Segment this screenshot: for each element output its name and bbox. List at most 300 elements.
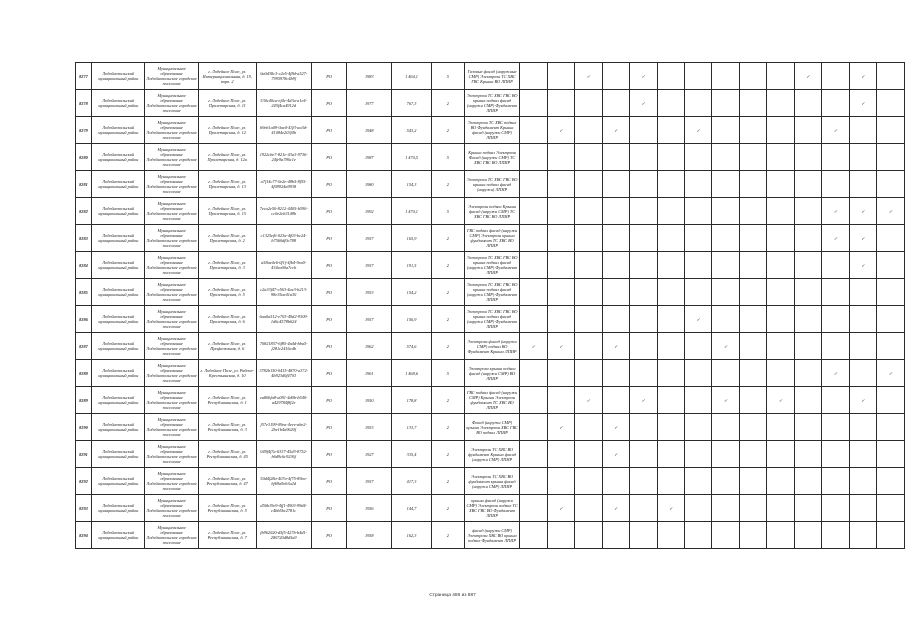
- empty-check-cell: [520, 387, 547, 414]
- empty-check-cell: [794, 198, 821, 225]
- address-cell: г. Лодейное Поле, ул. Пролетарская, д. 3: [198, 252, 256, 279]
- address-cell: г. Лодейное Поле, ул. Пролетарская, д. 2: [198, 225, 256, 252]
- address-cell: г. Лодейное Поле, ул. Республиканская, д. 5: [198, 495, 256, 522]
- empty-check-cell: [767, 279, 794, 306]
- works-list-cell: Газовые фасад (наружные СМР) Электроэн ТС ХВС ГВС Крыша ВО ЛПИР: [464, 63, 519, 90]
- guid-cell: 7eca2e50-8212-4405-b590-cc0e2eb3148b: [256, 198, 311, 225]
- address-cell: г. Лодейное Поле, ул. Республиканская, д. 1: [198, 387, 256, 414]
- row-number: 8291: [76, 441, 92, 468]
- area-cell: 417,3: [392, 468, 431, 495]
- floors-cell: 2: [431, 252, 464, 279]
- check-mark-icon: ✓: [712, 333, 739, 360]
- empty-check-cell: [685, 468, 712, 495]
- empty-check-cell: [602, 387, 629, 414]
- guid-cell: ea80bfa8-a091-4d0b-b540-a429784f8f2e: [256, 387, 311, 414]
- type-cell: РО: [311, 171, 346, 198]
- check-mark-icon: ✓: [849, 387, 876, 414]
- empty-check-cell: [575, 306, 602, 333]
- municipality-cell: Муниципальное образование Лодейнопольское городское поселение: [145, 90, 199, 117]
- table-row: [76, 306, 905, 333]
- floors-cell: 2: [431, 225, 464, 252]
- area-cell: 1 470,5: [392, 144, 431, 171]
- empty-check-cell: [657, 171, 684, 198]
- empty-check-cell: [685, 387, 712, 414]
- year-cell: 1953: [347, 279, 392, 306]
- empty-check-cell: [575, 117, 602, 144]
- empty-check-cell: [794, 279, 821, 306]
- guid-cell: f57e3199-09ea-4eee-abe2-2be1b4a9620f: [256, 414, 311, 441]
- district-cell: Лодейнопольский муниципальный район: [91, 387, 145, 414]
- empty-check-cell: [794, 117, 821, 144]
- empty-check-cell: [685, 333, 712, 360]
- area-cell: 1 468,6: [392, 360, 431, 387]
- guid-cell: 50d4f28a-407a-4f75-89ea-bf69a9eb3a2d: [256, 468, 311, 495]
- empty-check-cell: [712, 468, 739, 495]
- type-cell: РО: [311, 63, 346, 90]
- type-cell: РО: [311, 252, 346, 279]
- year-cell: 1958: [347, 522, 392, 549]
- empty-check-cell: [739, 144, 766, 171]
- municipality-cell: Муниципальное образование Лодейнопольское городское поселение: [145, 252, 199, 279]
- empty-check-cell: [520, 414, 547, 441]
- type-cell: РО: [311, 468, 346, 495]
- type-cell: РО: [311, 387, 346, 414]
- area-cell: 162,3: [392, 522, 431, 549]
- row-number: 8289: [76, 387, 92, 414]
- empty-check-cell: [602, 144, 629, 171]
- municipality-cell: Муниципальное образование Лодейнопольское городское поселение: [145, 360, 199, 387]
- empty-check-cell: [822, 144, 849, 171]
- district-cell: Лодейнопольский муниципальный район: [91, 225, 145, 252]
- year-cell: 1948: [347, 117, 392, 144]
- empty-check-cell: [822, 90, 849, 117]
- empty-check-cell: [739, 252, 766, 279]
- empty-check-cell: [849, 441, 876, 468]
- empty-check-cell: [877, 495, 905, 522]
- year-cell: 1980: [347, 171, 392, 198]
- empty-check-cell: [685, 252, 712, 279]
- area-cell: 543,2: [392, 117, 431, 144]
- year-cell: 1957: [347, 252, 392, 279]
- floors-cell: 5: [431, 63, 464, 90]
- empty-check-cell: [794, 360, 821, 387]
- municipality-cell: Муниципальное образование Лодейнопольское городское поселение: [145, 63, 199, 90]
- municipality-cell: Муниципальное образование Лодейнопольское городское поселение: [145, 441, 199, 468]
- floors-cell: 2: [431, 90, 464, 117]
- empty-check-cell: [685, 522, 712, 549]
- empty-check-cell: [657, 360, 684, 387]
- row-number: 8293: [76, 495, 92, 522]
- check-mark-icon: ✓: [767, 387, 794, 414]
- empty-check-cell: [575, 468, 602, 495]
- district-cell: Лодейнопольский муниципальный район: [91, 333, 145, 360]
- table-row: [76, 414, 905, 441]
- area-cell: 178,8: [392, 387, 431, 414]
- empty-check-cell: [520, 441, 547, 468]
- row-number: 8281: [76, 171, 92, 198]
- municipality-cell: Муниципальное образование Лодейнопольское городское поселение: [145, 279, 199, 306]
- works-list-cell: ГВС подвал фасад (наружн СМР) Крыша Электроэн фундамент ТС ХВС ВО ЛПИР: [464, 387, 519, 414]
- district-cell: Лодейнопольский муниципальный район: [91, 441, 145, 468]
- municipality-cell: Муниципальное образование Лодейнопольское городское поселение: [145, 117, 199, 144]
- empty-check-cell: [520, 171, 547, 198]
- empty-check-cell: [712, 252, 739, 279]
- district-cell: Лодейнопольский муниципальный район: [91, 279, 145, 306]
- floors-cell: 2: [431, 306, 464, 333]
- area-cell: 133,7: [392, 414, 431, 441]
- empty-check-cell: [602, 171, 629, 198]
- empty-check-cell: [712, 522, 739, 549]
- municipality-cell: Муниципальное образование Лодейнопольское городское поселение: [145, 171, 199, 198]
- year-cell: 1957: [347, 306, 392, 333]
- table-row: [76, 225, 905, 252]
- table-row: [76, 63, 905, 90]
- empty-check-cell: [575, 441, 602, 468]
- area-cell: 154,3: [392, 171, 431, 198]
- row-number: 8285: [76, 279, 92, 306]
- empty-check-cell: [685, 198, 712, 225]
- empty-check-cell: [849, 306, 876, 333]
- municipality-cell: Муниципальное образование Лодейнопольское городское поселение: [145, 333, 199, 360]
- empty-check-cell: [849, 333, 876, 360]
- table-row: [76, 360, 905, 387]
- empty-check-cell: [767, 468, 794, 495]
- table-row: [76, 279, 905, 306]
- empty-check-cell: [712, 441, 739, 468]
- year-cell: 1977: [347, 90, 392, 117]
- empty-check-cell: [685, 360, 712, 387]
- year-cell: 1983: [347, 63, 392, 90]
- empty-check-cell: [602, 90, 629, 117]
- check-mark-icon: ✓: [877, 198, 905, 225]
- row-number: 8282: [76, 198, 92, 225]
- check-mark-icon: ✓: [575, 63, 602, 90]
- empty-check-cell: [657, 306, 684, 333]
- year-cell: 1956: [347, 495, 392, 522]
- year-cell: 1957: [347, 225, 392, 252]
- empty-check-cell: [520, 117, 547, 144]
- empty-check-cell: [657, 441, 684, 468]
- table-row: [76, 90, 905, 117]
- works-list-cell: Электроэн ТС ХВС ВО фундамент крыша фасад (наружн СМР) ЛПИР: [464, 468, 519, 495]
- district-cell: Лодейнопольский муниципальный район: [91, 117, 145, 144]
- empty-check-cell: [739, 360, 766, 387]
- district-cell: Лодейнопольский муниципальный район: [91, 414, 145, 441]
- address-cell: г. Лодейное Поле, ул. Пролетарская, д. 12: [198, 117, 256, 144]
- empty-check-cell: [575, 90, 602, 117]
- empty-check-cell: [739, 306, 766, 333]
- empty-check-cell: [520, 198, 547, 225]
- check-mark-icon: ✓: [602, 414, 629, 441]
- empty-check-cell: [712, 171, 739, 198]
- row-number: 8288: [76, 360, 92, 387]
- type-cell: РО: [311, 495, 346, 522]
- works-list-cell: Электроэн фасад (наружн СМР) подвал ВО Фундамент Крыша ЛПИР: [464, 333, 519, 360]
- address-cell: г. Лодейное Поле, ул. Пролетарская, д. 13: [198, 171, 256, 198]
- empty-check-cell: [547, 198, 574, 225]
- guid-cell: 70821857-6f85-4a4d-bba5-f281c2416cdb: [256, 333, 311, 360]
- check-mark-icon: ✓: [547, 414, 574, 441]
- empty-check-cell: [547, 279, 574, 306]
- year-cell: 1950: [347, 387, 392, 414]
- works-list-cell: Электроэн ТС ХВС ГВС ВО крыша подвал фасад (наружн) ЛПИР: [464, 171, 519, 198]
- empty-check-cell: [822, 522, 849, 549]
- empty-check-cell: [794, 387, 821, 414]
- floors-cell: 2: [431, 414, 464, 441]
- empty-check-cell: [877, 441, 905, 468]
- empty-check-cell: [657, 522, 684, 549]
- address-cell: г. Лодейное Поле, ул. Пролетарская, д. 11: [198, 90, 256, 117]
- check-mark-icon: ✓: [685, 306, 712, 333]
- empty-check-cell: [602, 522, 629, 549]
- municipality-cell: Муниципальное образование Лодейнопольское городское поселение: [145, 468, 199, 495]
- empty-check-cell: [630, 225, 657, 252]
- address-cell: г. Лодейное Поле, ул. Республиканская, д. 7: [198, 522, 256, 549]
- type-cell: РО: [311, 198, 346, 225]
- empty-check-cell: [739, 333, 766, 360]
- empty-check-cell: [794, 144, 821, 171]
- empty-check-cell: [630, 468, 657, 495]
- district-cell: Лодейнопольский муниципальный район: [91, 495, 145, 522]
- empty-check-cell: [657, 117, 684, 144]
- table-row: [76, 171, 905, 198]
- address-cell: г. Лодейное Поле, ул. Пролетарская, д. 15: [198, 198, 256, 225]
- empty-check-cell: [520, 468, 547, 495]
- empty-check-cell: [877, 144, 905, 171]
- empty-check-cell: [685, 495, 712, 522]
- empty-check-cell: [849, 495, 876, 522]
- floors-cell: 2: [431, 171, 464, 198]
- empty-check-cell: [767, 522, 794, 549]
- municipality-cell: Муниципальное образование Лодейнопольское городское поселение: [145, 144, 199, 171]
- check-mark-icon: ✓: [547, 117, 574, 144]
- empty-check-cell: [767, 198, 794, 225]
- works-list-cell: фасад (наружн СМР) Электроэн ХВС ВО крыша подвал Фундамент ЛПИР: [464, 522, 519, 549]
- year-cell: 1987: [347, 144, 392, 171]
- year-cell: 1957: [347, 468, 392, 495]
- empty-check-cell: [767, 63, 794, 90]
- empty-check-cell: [712, 360, 739, 387]
- empty-check-cell: [877, 468, 905, 495]
- empty-check-cell: [794, 333, 821, 360]
- empty-check-cell: [877, 63, 905, 90]
- check-mark-icon: ✓: [822, 198, 849, 225]
- row-number: 8278: [76, 90, 92, 117]
- guid-cell: 530c40ca-ef4e-4d3a-a1e4-245f4ca4912d: [256, 90, 311, 117]
- guid-cell: b9eb1a09-0ae4-43f3-aa3d-41084e203f4b: [256, 117, 311, 144]
- floors-cell: 5: [431, 198, 464, 225]
- empty-check-cell: [849, 144, 876, 171]
- area-cell: 767,3: [392, 90, 431, 117]
- empty-check-cell: [794, 414, 821, 441]
- empty-check-cell: [602, 306, 629, 333]
- municipality-cell: Муниципальное образование Лодейнопольское городское поселение: [145, 495, 199, 522]
- empty-check-cell: [739, 225, 766, 252]
- empty-check-cell: [575, 198, 602, 225]
- floors-cell: 5: [431, 360, 464, 387]
- empty-check-cell: [547, 468, 574, 495]
- empty-check-cell: [547, 252, 574, 279]
- check-mark-icon: ✓: [602, 495, 629, 522]
- year-cell: 1992: [347, 198, 392, 225]
- check-mark-icon: ✓: [877, 360, 905, 387]
- district-cell: Лодейнопольский муниципальный район: [91, 468, 145, 495]
- empty-check-cell: [794, 171, 821, 198]
- year-cell: 1961: [347, 360, 392, 387]
- row-number: 8294: [76, 522, 92, 549]
- empty-check-cell: [630, 333, 657, 360]
- empty-check-cell: [794, 306, 821, 333]
- empty-check-cell: [849, 414, 876, 441]
- empty-check-cell: [739, 468, 766, 495]
- empty-check-cell: [877, 414, 905, 441]
- address-cell: г. Лодейное Поле, ул. Республиканская, д. 45: [198, 441, 256, 468]
- empty-check-cell: [767, 441, 794, 468]
- check-mark-icon: ✓: [547, 333, 574, 360]
- floors-cell: 5: [431, 144, 464, 171]
- empty-check-cell: [575, 279, 602, 306]
- empty-check-cell: [767, 306, 794, 333]
- empty-check-cell: [739, 522, 766, 549]
- empty-check-cell: [877, 522, 905, 549]
- register-sheet: [75, 62, 905, 549]
- address-cell: г. Лодейное Поле, ул. Республиканская, д. 47: [198, 468, 256, 495]
- empty-check-cell: [849, 522, 876, 549]
- check-mark-icon: ✓: [822, 360, 849, 387]
- area-cell: 165,9: [392, 225, 431, 252]
- works-list-cell: Электроэн ТС ХВС ГВС ВО крыша подвал фасад (наружн СМР) Фундамент ЛПИР: [464, 90, 519, 117]
- empty-check-cell: [575, 225, 602, 252]
- type-cell: РО: [311, 90, 346, 117]
- empty-check-cell: [630, 144, 657, 171]
- empty-check-cell: [547, 90, 574, 117]
- guid-cell: 0a0d38c3-c2e5-4f8d-a527-7995978c4b9f: [256, 63, 311, 90]
- municipality-cell: Муниципальное образование Лодейнопольское городское поселение: [145, 414, 199, 441]
- empty-check-cell: [822, 63, 849, 90]
- empty-check-cell: [575, 171, 602, 198]
- empty-check-cell: [657, 198, 684, 225]
- empty-check-cell: [657, 144, 684, 171]
- empty-check-cell: [685, 90, 712, 117]
- empty-check-cell: [685, 225, 712, 252]
- empty-check-cell: [685, 441, 712, 468]
- empty-check-cell: [712, 198, 739, 225]
- empty-check-cell: [739, 171, 766, 198]
- empty-check-cell: [877, 171, 905, 198]
- row-number: 8283: [76, 225, 92, 252]
- empty-check-cell: [767, 495, 794, 522]
- empty-check-cell: [602, 225, 629, 252]
- floors-cell: 2: [431, 468, 464, 495]
- empty-check-cell: [630, 522, 657, 549]
- type-cell: РО: [311, 522, 346, 549]
- empty-check-cell: [767, 117, 794, 144]
- address-cell: г. Лодейное Поле, ул. Рабоче-Крестьянская, д. 10: [198, 360, 256, 387]
- empty-check-cell: [685, 171, 712, 198]
- works-list-cell: Электроэн подвал Крыша фасад (наружн СМР) ТС ХВС ГВС ВО ЛПИР: [464, 198, 519, 225]
- empty-check-cell: [520, 144, 547, 171]
- type-cell: РО: [311, 117, 346, 144]
- year-cell: 1962: [347, 333, 392, 360]
- table-row: [76, 495, 905, 522]
- empty-check-cell: [877, 117, 905, 144]
- empty-check-cell: [767, 360, 794, 387]
- empty-check-cell: [657, 225, 684, 252]
- empty-check-cell: [712, 306, 739, 333]
- empty-check-cell: [685, 144, 712, 171]
- type-cell: РО: [311, 279, 346, 306]
- works-list-cell: Крыша подвал Электроэн Фасад (наружн СМР) ТС ХВС ГВС ВО ЛПИР: [464, 144, 519, 171]
- empty-check-cell: [630, 252, 657, 279]
- guid-cell: 3782b150-0415-4870-a372-4b923d0f4703: [256, 360, 311, 387]
- guid-cell: a58ae4e6-0f1f-4fb4-9ea0-434ea00a7ccb: [256, 252, 311, 279]
- empty-check-cell: [877, 279, 905, 306]
- works-list-cell: Фасад (наружн СМР) крыша Электроэн ХВС ГВС ВО подвал ЛПИР: [464, 414, 519, 441]
- empty-check-cell: [739, 198, 766, 225]
- empty-check-cell: [739, 63, 766, 90]
- empty-check-cell: [794, 90, 821, 117]
- guid-cell: a7f14c77-0e2e-48b5-8f55-4f09924a9938: [256, 171, 311, 198]
- empty-check-cell: [547, 306, 574, 333]
- empty-check-cell: [712, 279, 739, 306]
- municipality-cell: Муниципальное образование Лодейнопольское городское поселение: [145, 387, 199, 414]
- empty-check-cell: [630, 306, 657, 333]
- empty-check-cell: [767, 333, 794, 360]
- check-mark-icon: ✓: [685, 117, 712, 144]
- empty-check-cell: [520, 279, 547, 306]
- works-list-cell: Электроэн ТС ХВС ГВС ВО крыша подвал фасад (наружн СМР) Фундамент ЛПИР: [464, 252, 519, 279]
- guid-cell: d56b19e9-4ff1-4903-99d4-c4bb5bc2781c: [256, 495, 311, 522]
- empty-check-cell: [849, 360, 876, 387]
- page-number-footer: Страница 486 из 887: [429, 593, 476, 598]
- empty-check-cell: [657, 279, 684, 306]
- empty-check-cell: [575, 360, 602, 387]
- check-mark-icon: ✓: [630, 387, 657, 414]
- check-mark-icon: ✓: [630, 90, 657, 117]
- empty-check-cell: [822, 441, 849, 468]
- district-cell: Лодейнопольский муниципальный район: [91, 144, 145, 171]
- check-mark-icon: ✓: [520, 333, 547, 360]
- check-mark-icon: ✓: [575, 387, 602, 414]
- area-cell: 156,9: [392, 306, 431, 333]
- empty-check-cell: [575, 333, 602, 360]
- empty-check-cell: [602, 252, 629, 279]
- empty-check-cell: [575, 144, 602, 171]
- empty-check-cell: [739, 117, 766, 144]
- table-row: [76, 441, 905, 468]
- empty-check-cell: [767, 171, 794, 198]
- empty-check-cell: [520, 495, 547, 522]
- check-mark-icon: ✓: [602, 117, 629, 144]
- table-row: [76, 333, 905, 360]
- works-list-cell: Электроэн крыша подвал фасад (наружн СМР) ВО ЛПИР: [464, 360, 519, 387]
- check-mark-icon: ✓: [849, 63, 876, 90]
- check-mark-icon: ✓: [547, 495, 574, 522]
- empty-check-cell: [822, 414, 849, 441]
- floors-cell: 2: [431, 333, 464, 360]
- floors-cell: 2: [431, 495, 464, 522]
- empty-check-cell: [547, 63, 574, 90]
- works-list-cell: Электроэн ТС ХВС ВО фундамент Крыша фасад (наружн СМР) ЛПИР: [464, 441, 519, 468]
- empty-check-cell: [657, 90, 684, 117]
- empty-check-cell: [547, 360, 574, 387]
- check-mark-icon: ✓: [602, 441, 629, 468]
- empty-check-cell: [712, 63, 739, 90]
- empty-check-cell: [767, 252, 794, 279]
- row-number: 8277: [76, 63, 92, 90]
- address-cell: г. Лодейное Поле, ул. Интернациональная, д. 19, корп. 2: [198, 63, 256, 90]
- empty-check-cell: [547, 441, 574, 468]
